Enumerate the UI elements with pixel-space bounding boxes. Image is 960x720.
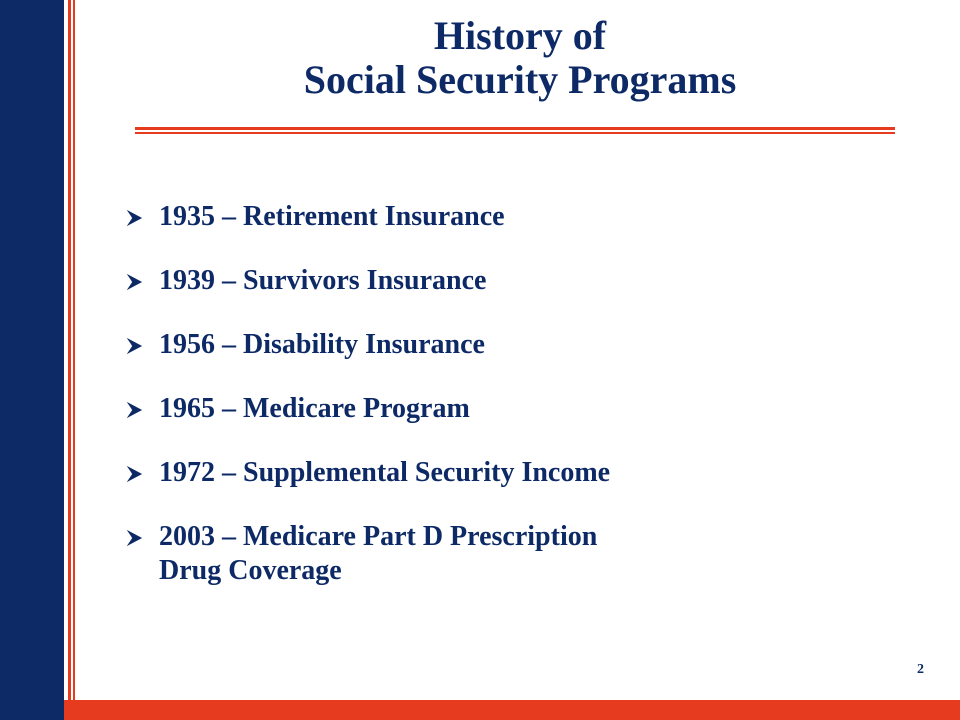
list-item-text: 1972 – Supplemental Security Income [159,457,611,488]
list-item [125,392,845,426]
left-red-stripe-2 [73,0,75,720]
list-item-text: 1935 – Retirement Insurance [159,201,505,232]
left-navy-band [0,0,64,720]
arrowhead-bullet-icon [125,529,143,547]
list-item-text: 1956 – Disability Insurance [159,329,485,360]
arrowhead-bullet-icon [125,401,143,419]
arrowhead-bullet-icon [125,465,143,483]
title-underline-thin [135,132,895,134]
title-line-2: Social Security Programs [303,57,737,102]
arrowhead-bullet-icon [125,209,143,227]
slide-title [130,14,910,102]
list-item [125,200,845,234]
arrowhead-bullet-icon [125,273,143,291]
page-number: 2 [917,662,924,677]
list-item-text-line-2: Drug Coverage [159,555,342,586]
title-line-1: History of [433,13,607,58]
program-list [125,200,845,618]
list-item [125,456,845,490]
list-item-text: 1965 – Medicare Program [159,393,470,424]
title-underline-thick [135,127,895,130]
list-item-text-line-1: 2003 – Medicare Part D Prescription [159,521,598,552]
list-item-text: 1939 – Survivors Insurance [159,265,487,296]
bottom-red-band [64,700,960,720]
list-item [125,328,845,362]
arrowhead-bullet-icon [125,337,143,355]
list-item [125,264,845,298]
list-item [125,520,845,588]
